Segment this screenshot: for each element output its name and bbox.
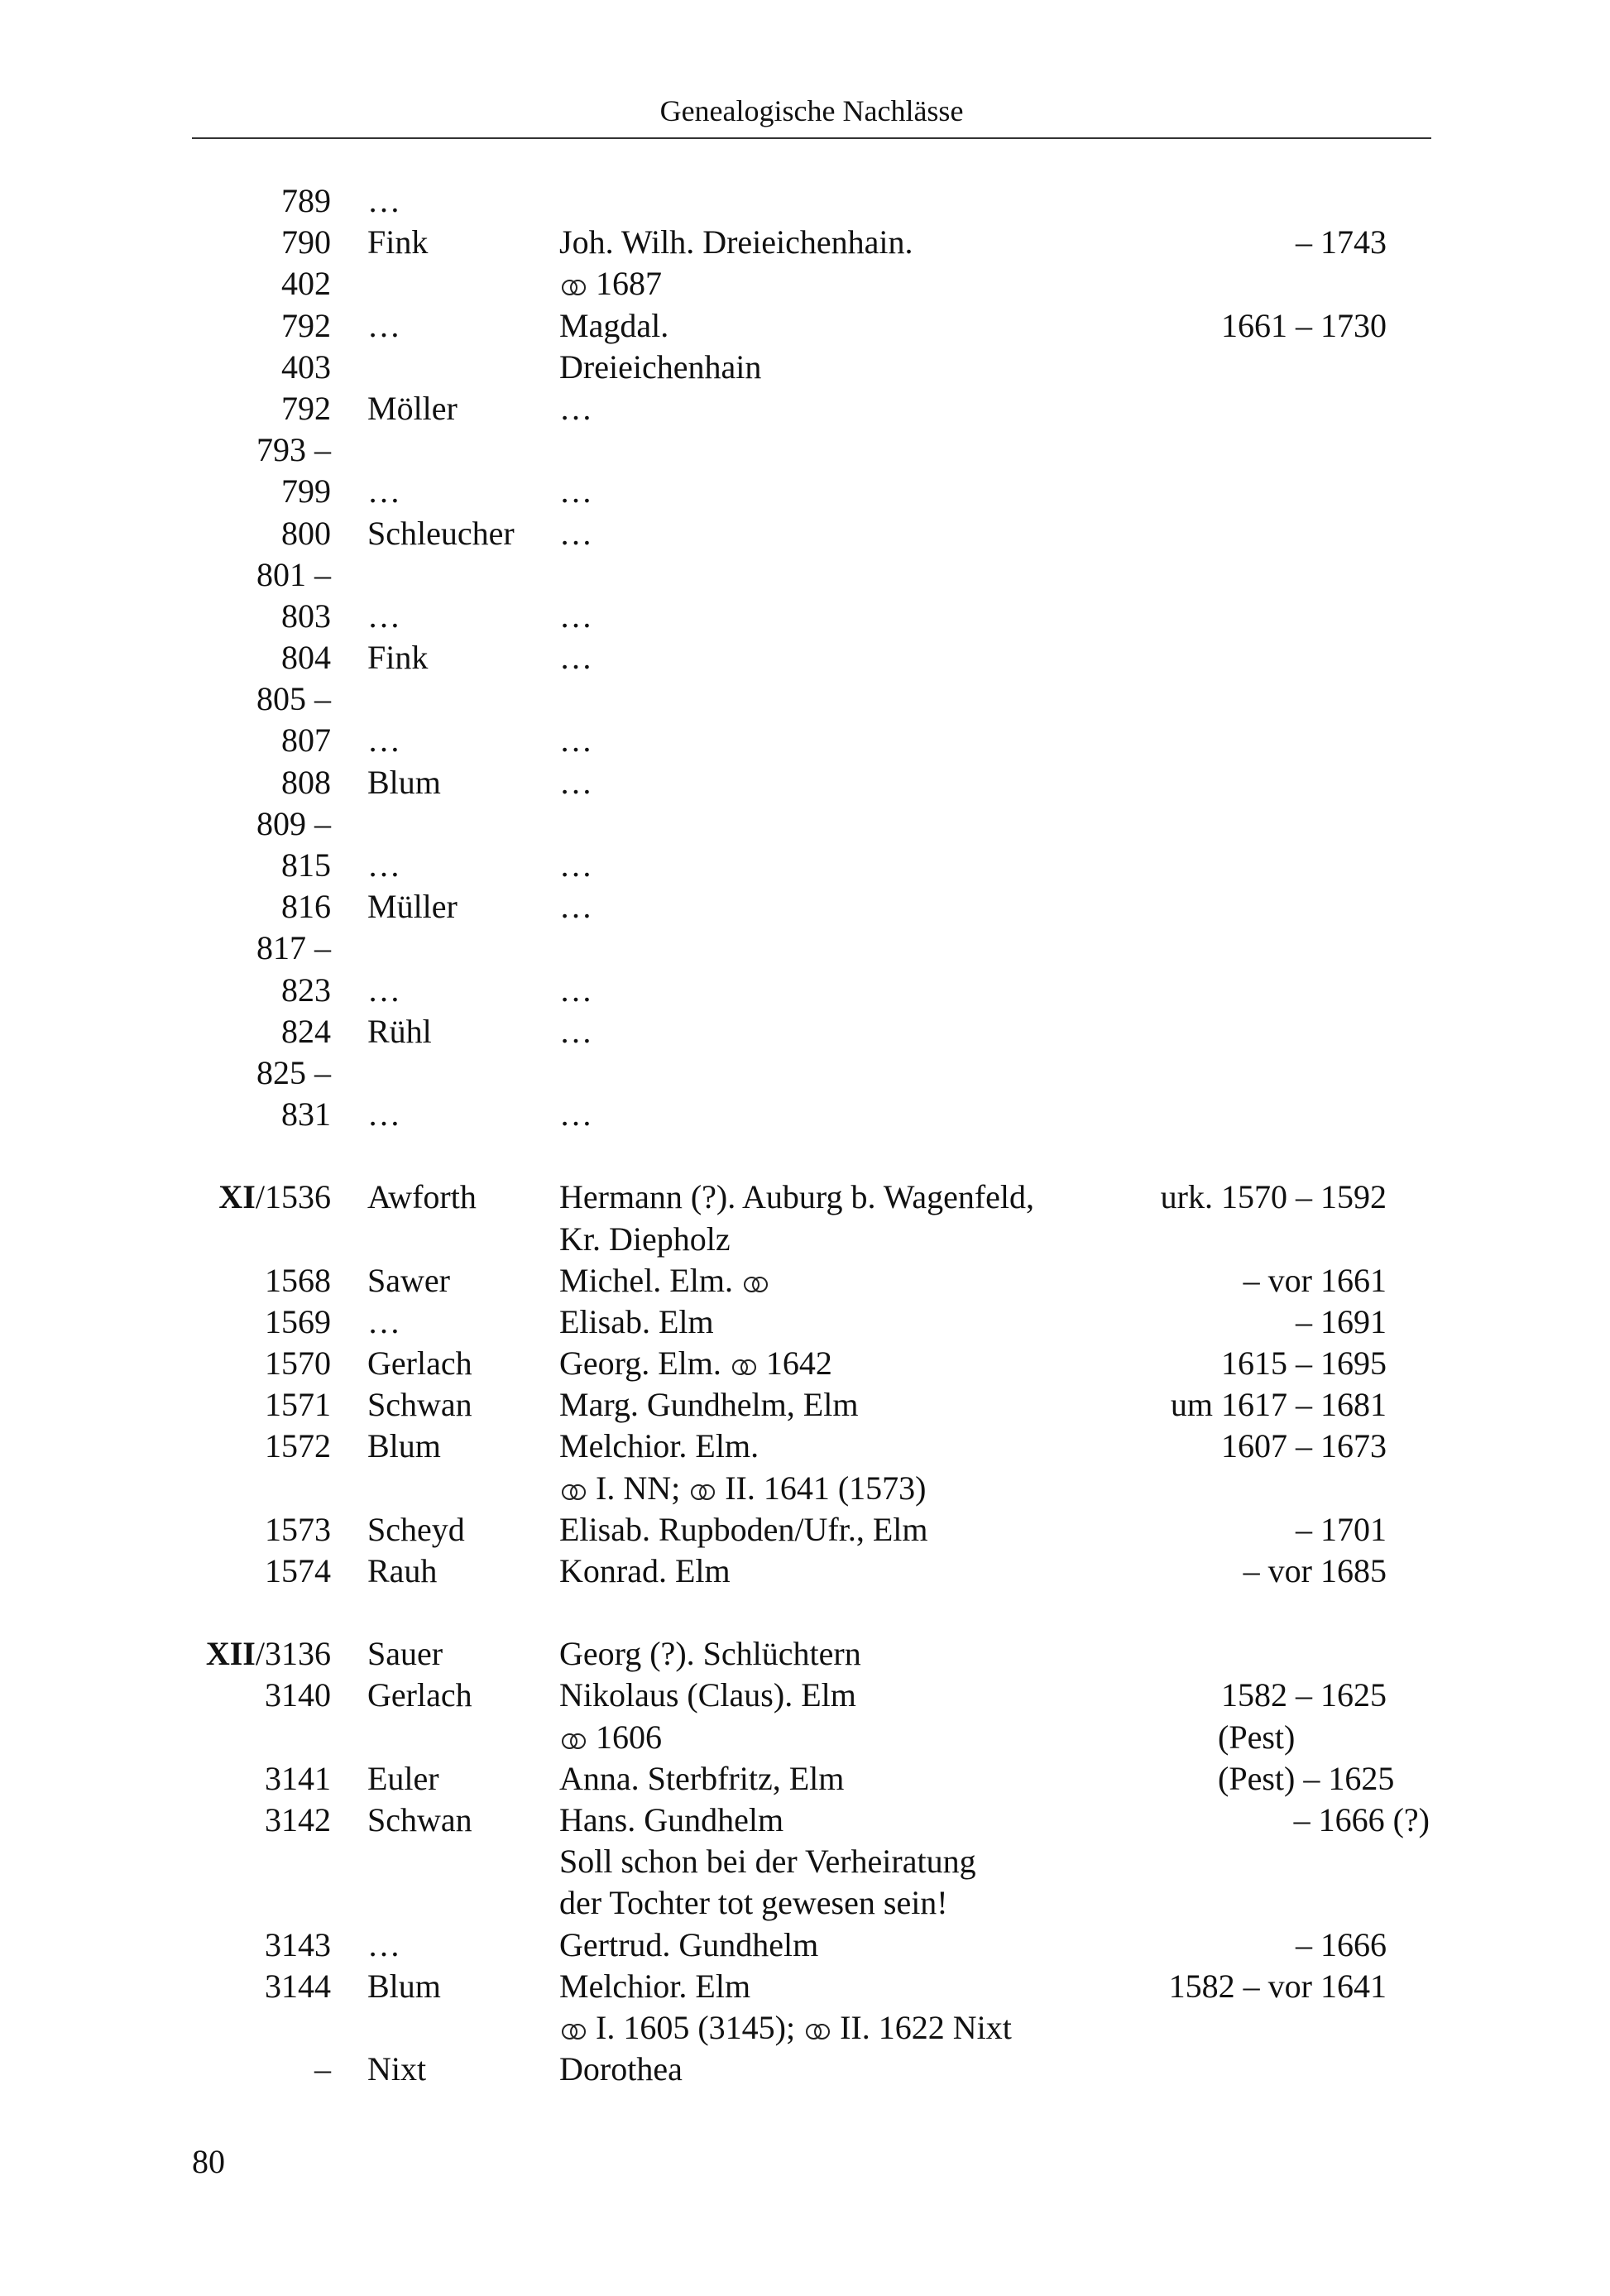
- entry-number: 824: [281, 1012, 331, 1050]
- life-dates: 1582 – vor 1641: [1168, 1967, 1387, 2005]
- entry-detail: [559, 1177, 1034, 1218]
- entry-number: 817 –: [256, 928, 331, 969]
- entry-number: 403: [281, 348, 331, 386]
- table-row: [0, 1260, 1610, 1301]
- table-row: [0, 596, 1610, 637]
- surname: …: [367, 597, 400, 635]
- table-row: [0, 1925, 1610, 1966]
- entry-number: 805 –: [256, 678, 331, 720]
- entry-number: 808: [281, 763, 331, 801]
- table-row: [0, 554, 1610, 596]
- table-row: [0, 2049, 1610, 2090]
- entry-number: 793 –: [256, 429, 331, 471]
- entry-detail: [559, 1384, 858, 1426]
- life-dates: – 1666 (?): [1293, 1800, 1430, 1838]
- surname: Schwan: [367, 1800, 472, 1838]
- marriage-rings-icon: [559, 2022, 587, 2040]
- table-row: [0, 429, 1610, 471]
- entry-detail: [559, 1882, 948, 1924]
- section-gap: [0, 1592, 1610, 1633]
- entry-number: 1574: [265, 1552, 331, 1589]
- surname: Gerlach: [367, 1345, 472, 1383]
- table-row: [0, 1800, 1610, 1841]
- table-row: [0, 1384, 1610, 1426]
- detail-text: Elisab. Rupboden/Ufr., Elm: [559, 1510, 928, 1548]
- table-row: [0, 1426, 1610, 1467]
- entry-detail: [559, 1260, 769, 1301]
- detail-text: …: [559, 846, 592, 884]
- entry-number: 803: [281, 597, 331, 635]
- table-row: [0, 762, 1610, 803]
- entry-detail: [559, 1343, 832, 1384]
- table-row: [0, 1094, 1610, 1135]
- marriage-rings-icon: [730, 1358, 758, 1376]
- entry-number: 807: [281, 721, 331, 760]
- second-marriage-info: II. 1622 Nixt: [840, 2008, 1012, 2046]
- surname: Müller: [367, 888, 458, 926]
- entry-number: 1572: [265, 1427, 331, 1465]
- detail-text: Marg. Gundhelm, Elm: [559, 1386, 859, 1424]
- table-row: [0, 471, 1610, 512]
- life-dates: (Pest): [1218, 1718, 1296, 1756]
- entry-detail: [559, 1094, 592, 1135]
- detail-text: Georg (?). Schlüchtern: [559, 1635, 861, 1673]
- entry-detail: [559, 2049, 683, 2090]
- entry-detail: [559, 1011, 592, 1052]
- life-dates: 1661 – 1730: [1221, 306, 1387, 344]
- marriage-rings-icon: [559, 1483, 587, 1501]
- table-row: [0, 1633, 1610, 1675]
- entry-detail: [559, 388, 592, 429]
- entry-number: 402: [281, 265, 331, 303]
- detail-text: Dorothea: [559, 2050, 683, 2088]
- entry-number: 1571: [265, 1386, 331, 1424]
- life-dates: – 1701: [1296, 1510, 1387, 1548]
- detail-text: …: [559, 639, 592, 677]
- entry-detail: [559, 1219, 731, 1260]
- entry-number: 816: [281, 888, 331, 926]
- detail-text: Melchior. Elm: [559, 1967, 751, 2005]
- entry-detail: [559, 1925, 818, 1966]
- detail-text: …: [559, 763, 592, 801]
- entry-detail: [559, 263, 662, 304]
- surname: …: [367, 846, 400, 884]
- table-row: [0, 1011, 1610, 1052]
- surname: …: [367, 472, 400, 510]
- entry-detail: [559, 1551, 731, 1592]
- table-row: [0, 1509, 1610, 1551]
- detail-text: …: [559, 888, 592, 926]
- detail-text: Dreieichenhain: [559, 348, 762, 386]
- entry-number: 1569: [265, 1302, 331, 1340]
- table-row: [0, 1219, 1610, 1260]
- table-row: [0, 305, 1610, 347]
- table-row: [0, 1675, 1610, 1716]
- surname: Blum: [367, 763, 441, 801]
- marriage-rings-icon: [559, 278, 587, 296]
- detail-text: …: [559, 597, 592, 635]
- table-row: [0, 1841, 1610, 1882]
- table-row: [0, 1177, 1610, 1218]
- table-row: [0, 2007, 1610, 2049]
- entry-detail: [559, 1717, 662, 1758]
- entry-detail: [559, 637, 592, 678]
- detail-text: Georg. Elm.: [559, 1345, 721, 1383]
- marriage-rings-icon: [803, 2022, 831, 2040]
- surname: …: [367, 971, 400, 1009]
- entry-number: 792: [281, 306, 331, 344]
- table-row: [0, 886, 1610, 928]
- surname: …: [367, 1095, 400, 1134]
- surname: Sauer: [367, 1635, 443, 1673]
- entry-number: 1570: [265, 1345, 331, 1383]
- surname: …: [367, 721, 400, 760]
- entry-detail: [559, 1633, 861, 1675]
- table-row: [0, 1343, 1610, 1384]
- genealogy-table: [0, 180, 1610, 2090]
- surname: …: [367, 182, 400, 219]
- table-row: [0, 263, 1610, 304]
- entry-detail: [559, 762, 592, 803]
- life-dates: 1615 – 1695: [1221, 1345, 1387, 1383]
- detail-text: Melchior. Elm.: [559, 1427, 759, 1465]
- detail-text: …: [559, 514, 592, 552]
- entry-number: 789: [281, 182, 331, 219]
- marriage-year: 1642: [765, 1345, 832, 1383]
- entry-detail: [559, 1468, 927, 1509]
- header-rule: [192, 137, 1431, 139]
- detail-text: …: [559, 1095, 592, 1134]
- marriage-info: 1687: [596, 265, 662, 303]
- entry-number: 800: [281, 514, 331, 552]
- marriage-rings-icon: [741, 1275, 769, 1293]
- entry-number: 815: [281, 846, 331, 884]
- surname: Blum: [367, 1427, 441, 1465]
- marriage-info: I. 1605 (3145);: [596, 2008, 796, 2046]
- entry-detail: [559, 1426, 759, 1467]
- detail-text: der Tochter tot gewesen sein!: [559, 1884, 948, 1922]
- table-row: [0, 513, 1610, 554]
- surname: …: [367, 1925, 400, 1963]
- entry-number: 1573: [265, 1510, 331, 1548]
- detail-text: Konrad. Elm: [559, 1552, 731, 1589]
- detail-text: …: [559, 721, 592, 760]
- life-dates: – vor 1661: [1243, 1261, 1387, 1299]
- detail-text: …: [559, 472, 592, 510]
- detail-text: Elisab. Elm: [559, 1302, 714, 1340]
- surname: Rühl: [367, 1012, 432, 1050]
- life-dates: 1607 – 1673: [1221, 1427, 1387, 1465]
- life-dates: um 1617 – 1681: [1170, 1386, 1387, 1424]
- table-row: [0, 1301, 1610, 1343]
- detail-text: Hans. Gundhelm: [559, 1800, 784, 1838]
- detail-text: Hermann (?). Auburg b. Wagenfeld,: [559, 1178, 1035, 1216]
- detail-text: Nikolaus (Claus). Elm: [559, 1676, 856, 1714]
- entry-number: 799: [281, 472, 331, 510]
- entry-detail: [559, 471, 592, 512]
- detail-text: Joh. Wilh. Dreieichenhain.: [559, 223, 913, 261]
- entry-detail: [559, 1800, 783, 1841]
- table-row: [0, 388, 1610, 429]
- table-row: [0, 928, 1610, 969]
- entry-number: 809 –: [256, 803, 331, 845]
- detail-text: Michel. Elm.: [559, 1261, 733, 1299]
- entry-detail: [559, 886, 592, 928]
- life-dates: 1582 – 1625: [1221, 1676, 1387, 1714]
- surname: Awforth: [367, 1178, 477, 1216]
- entry-number: 3142: [265, 1800, 331, 1838]
- table-row: [0, 1717, 1610, 1758]
- entry-detail: [559, 845, 592, 886]
- surname: Schleucher: [367, 514, 515, 552]
- surname: Rauh: [367, 1552, 438, 1589]
- entry-detail: [559, 596, 592, 637]
- surname: Blum: [367, 1967, 441, 2005]
- table-row: [0, 1758, 1610, 1800]
- table-row: [0, 1052, 1610, 1094]
- entry-number: –: [314, 2050, 331, 2088]
- table-row: [0, 678, 1610, 720]
- marriage-info: 1606: [596, 1718, 662, 1756]
- surname: Euler: [367, 1759, 439, 1797]
- table-row: [0, 222, 1610, 263]
- entry-detail: [559, 222, 913, 263]
- table-row: [0, 637, 1610, 678]
- entry-number: 804: [281, 639, 331, 677]
- entry-detail: [559, 513, 592, 554]
- detail-text: …: [559, 1012, 592, 1050]
- life-dates: (Pest) – 1625: [1218, 1759, 1395, 1797]
- table-row: [0, 1468, 1610, 1509]
- entry-number-value: /1536: [255, 1178, 331, 1216]
- page-number: 80: [192, 2143, 225, 2180]
- detail-text: …: [559, 971, 592, 1009]
- marriage-rings-icon: [688, 1483, 716, 1501]
- entry-number: 831: [281, 1095, 331, 1134]
- life-dates: – vor 1685: [1243, 1552, 1387, 1589]
- entry-number: 3143: [265, 1925, 331, 1963]
- surname: Nixt: [367, 2050, 427, 2088]
- life-dates: – 1666: [1296, 1925, 1387, 1963]
- entry-number: 790: [281, 223, 331, 261]
- surname: Gerlach: [367, 1676, 472, 1714]
- entry-detail: [559, 970, 592, 1011]
- entry-number: 823: [281, 971, 331, 1009]
- detail-text: …: [559, 389, 592, 427]
- entry-number: 825 –: [256, 1052, 331, 1094]
- entry-detail: [559, 1841, 976, 1882]
- detail-text: Kr. Diepholz: [559, 1220, 731, 1258]
- surname: Fink: [367, 223, 429, 261]
- entry-number: 3140: [265, 1676, 331, 1714]
- entry-detail: [559, 1509, 928, 1551]
- generation-roman: XI: [218, 1178, 256, 1216]
- running-header: Genealogische Nachlässe: [659, 94, 964, 127]
- life-dates: – 1691: [1296, 1302, 1387, 1340]
- entry-detail: [559, 1758, 844, 1800]
- entry-detail: [559, 720, 592, 761]
- marriage-rings-icon: [559, 1732, 587, 1750]
- entry-detail: [559, 347, 761, 388]
- table-row: [0, 845, 1610, 886]
- entry-number: 3144: [265, 1967, 331, 2005]
- table-row: [0, 720, 1610, 761]
- table-row: [0, 347, 1610, 388]
- table-row: [0, 1882, 1610, 1924]
- entry-detail: [559, 2007, 1012, 2049]
- entry-detail: [559, 1675, 856, 1716]
- table-row: [0, 180, 1610, 222]
- life-dates: – 1743: [1296, 223, 1387, 261]
- second-marriage-info: II. 1641 (1573): [725, 1469, 927, 1507]
- table-row: [0, 970, 1610, 1011]
- entry-number: [218, 1177, 331, 1218]
- generation-roman: XII: [205, 1635, 256, 1673]
- entry-number: 792: [281, 389, 331, 427]
- detail-text: Gertrud. Gundhelm: [559, 1925, 819, 1963]
- entry-detail: [559, 305, 668, 347]
- detail-text: Magdal.: [559, 306, 669, 344]
- detail-text: Anna. Sterbfritz, Elm: [559, 1759, 845, 1797]
- section-gap: [0, 1135, 1610, 1177]
- table-row: [0, 1966, 1610, 2007]
- entry-detail: [559, 1966, 750, 2007]
- entry-number: [206, 1633, 331, 1675]
- detail-text: Soll schon bei der Verheiratung: [559, 1843, 976, 1881]
- surname: Scheyd: [367, 1510, 465, 1548]
- surname: Fink: [367, 639, 429, 677]
- entry-number-value: /3136: [255, 1635, 331, 1673]
- entry-number: 1568: [265, 1261, 331, 1299]
- marriage-info: I. NN;: [596, 1469, 681, 1507]
- table-row: [0, 803, 1610, 845]
- surname: Schwan: [367, 1386, 472, 1424]
- table-row: [0, 1551, 1610, 1592]
- life-dates: urk. 1570 – 1592: [1160, 1178, 1387, 1216]
- entry-number: 3141: [265, 1759, 331, 1797]
- surname: …: [367, 306, 400, 344]
- surname: …: [367, 1302, 400, 1340]
- surname: Möller: [367, 389, 458, 427]
- entry-detail: [559, 1301, 714, 1343]
- entry-number: 801 –: [256, 554, 331, 596]
- surname: Sawer: [367, 1261, 450, 1299]
